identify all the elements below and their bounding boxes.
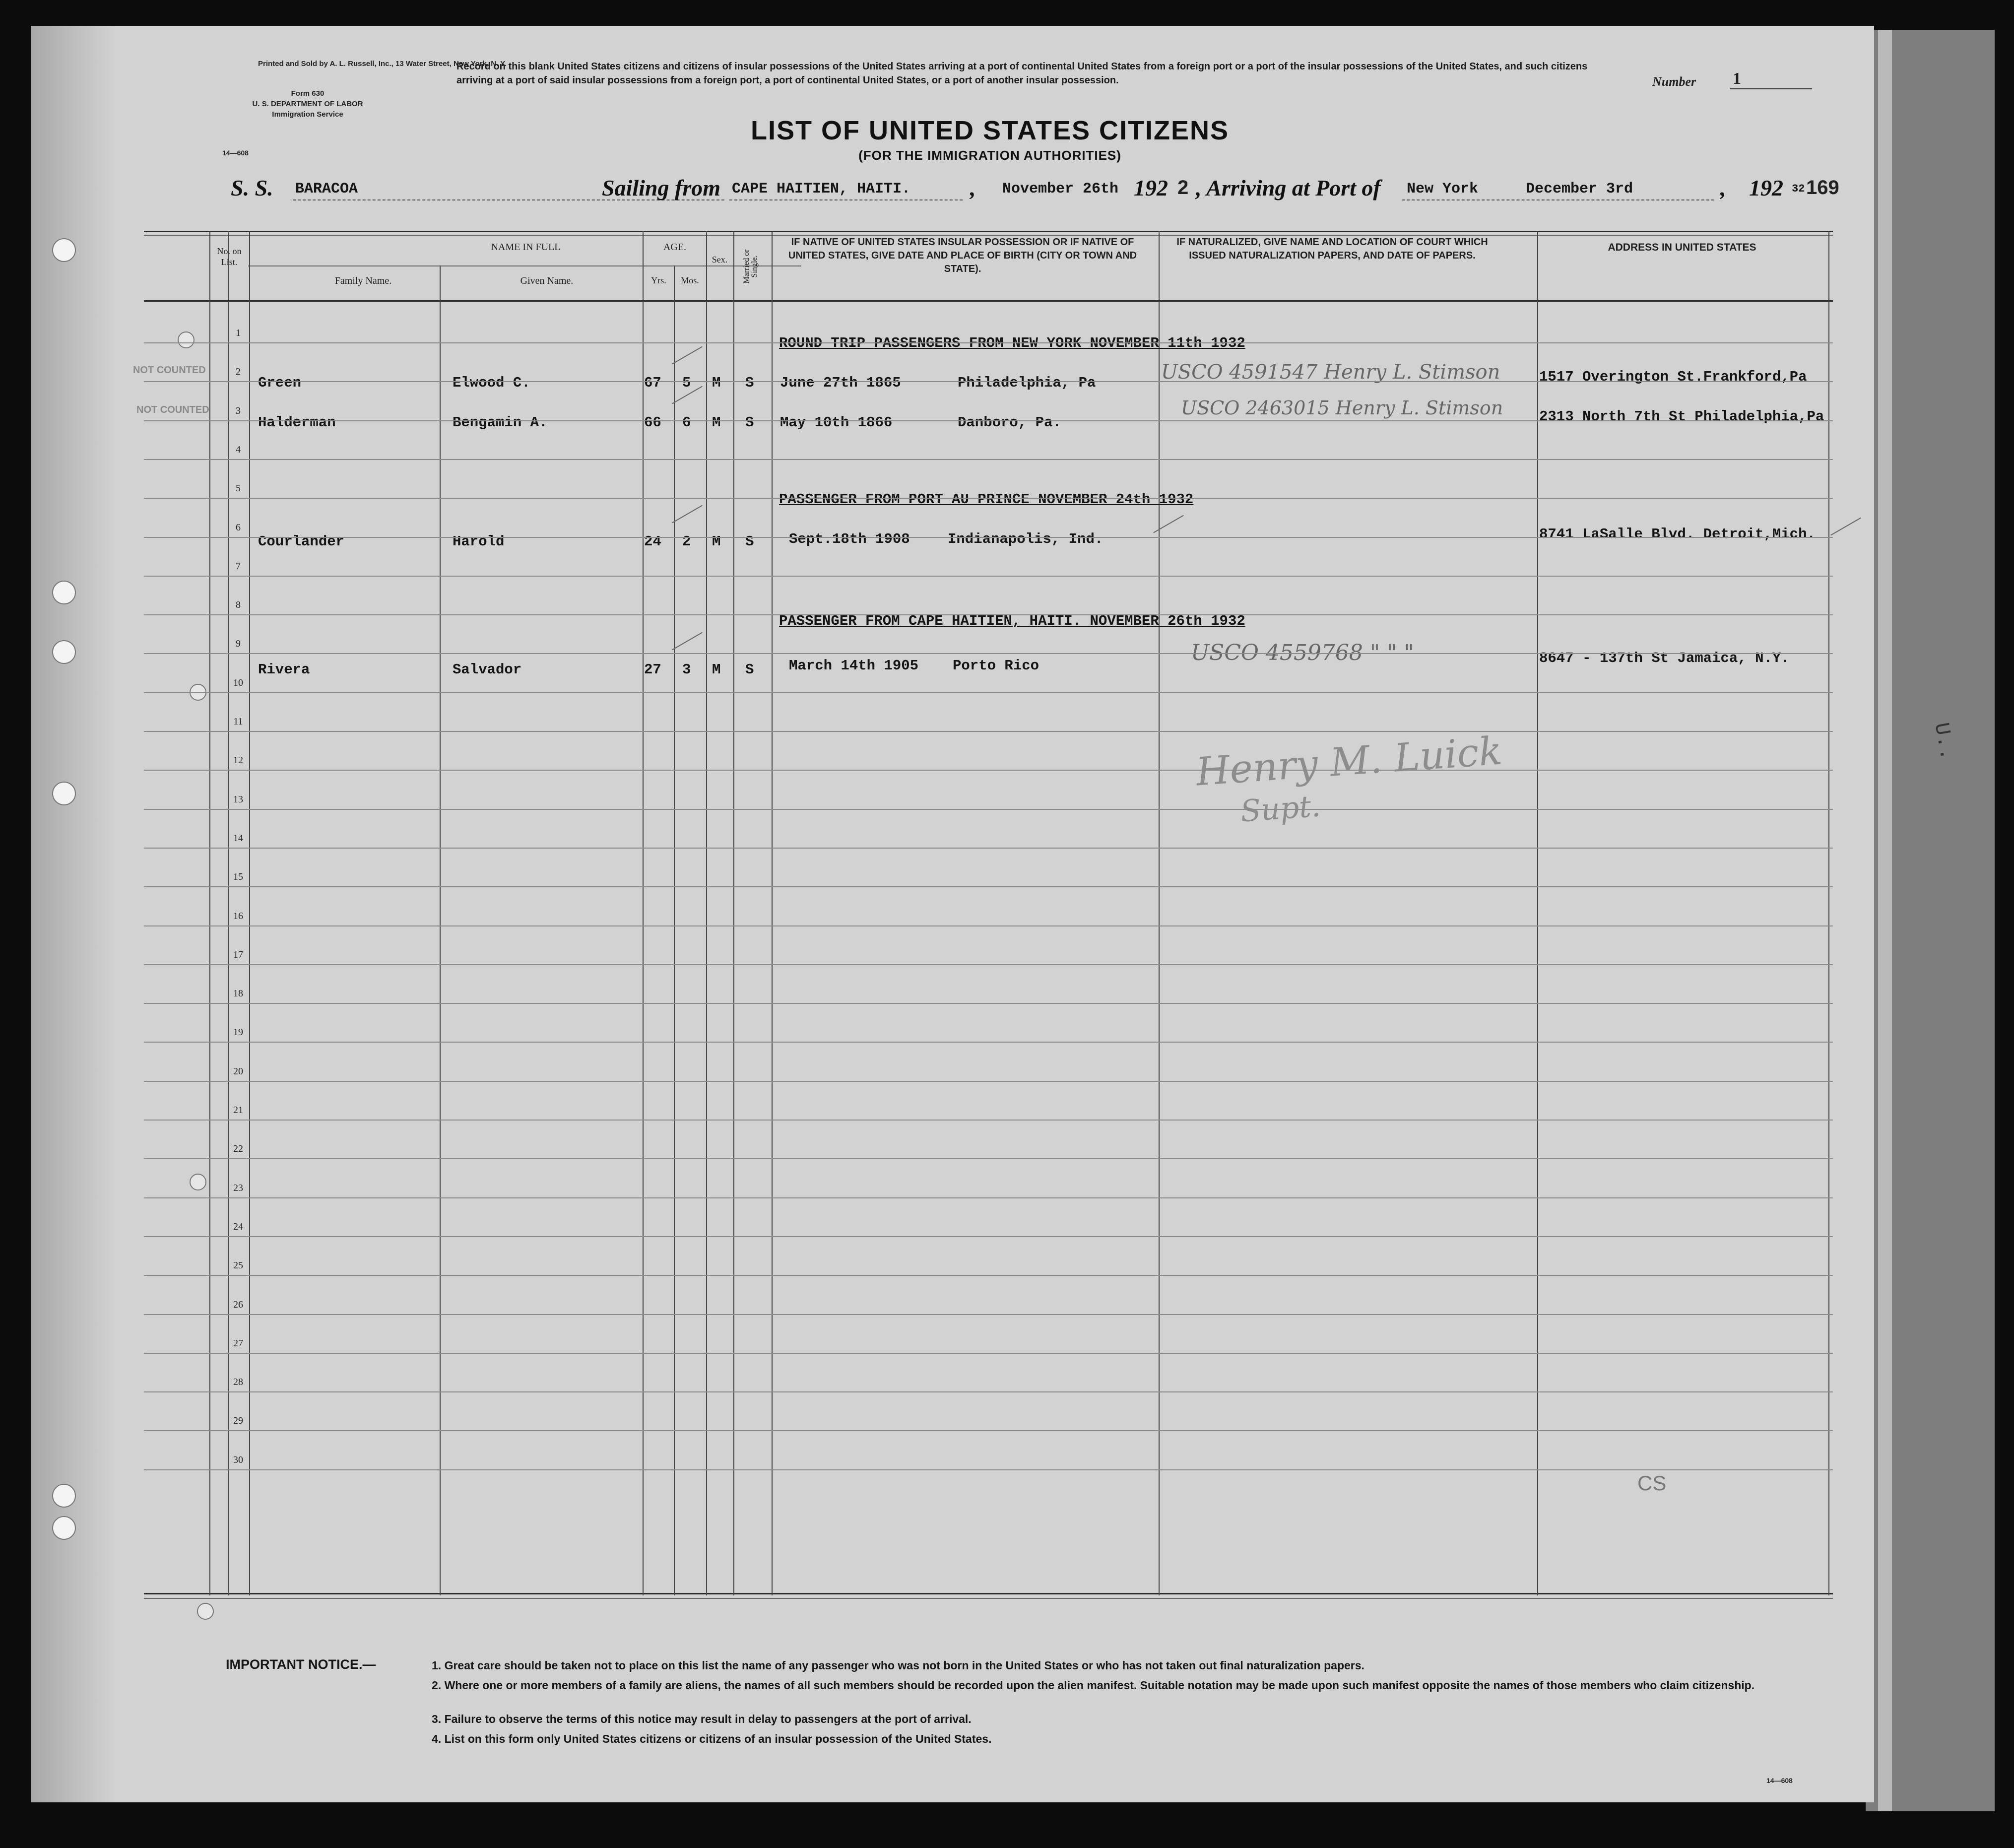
age-months: 6	[682, 414, 691, 431]
given-name: Bengamin A.	[453, 414, 548, 431]
birth-place: Porto Rico	[953, 658, 1039, 674]
birth-date: June 27th 1865	[780, 375, 901, 391]
row-line	[144, 1197, 1833, 1198]
row-number: 22	[233, 1143, 243, 1154]
printer-credit: Printed and Sold by A. L. Russell, Inc., 13 Water Street, New York, N. Y.	[258, 60, 507, 68]
row-line	[144, 1003, 1833, 1004]
page-number: 169	[1806, 177, 1839, 198]
birth-place: Philadelphia, Pa	[958, 375, 1096, 391]
family-name: Rivera	[258, 661, 310, 678]
punch-hole	[197, 1603, 214, 1620]
age-years: 67	[644, 375, 661, 391]
page-edge	[1878, 30, 1892, 1811]
form-identification	[203, 88, 412, 120]
number-label: Number	[1652, 74, 1696, 89]
sex: M	[712, 661, 721, 678]
row-line	[144, 770, 1833, 771]
row-line	[144, 1236, 1833, 1237]
address: 1517 Overington St.Frankford,Pa	[1539, 369, 1807, 385]
row-line	[144, 1430, 1833, 1431]
row-line	[144, 886, 1833, 887]
check-mark	[1153, 515, 1184, 533]
given-name: Harold	[453, 533, 505, 550]
given-name: Elwood C.	[453, 375, 530, 391]
row-number: 8	[236, 599, 241, 610]
arrival-year: 192	[1749, 175, 1783, 200]
margin-stamp: NOT COUNTED	[136, 404, 209, 415]
record-instructions: Record on this blank United States citizens and citizens of insular possessions of the United States arriving at a port of continental United States from a foreign port or a port of the insular possessions of the United States, and such citizens arriving at a port of said insular possessions from a foreign port, a port of continental United States, or a port of another insular possession.	[456, 61, 1588, 86]
edge-mark: U..	[1929, 721, 1959, 762]
arrival-port: New York	[1407, 181, 1479, 198]
sailing-label: Sailing from	[602, 175, 721, 200]
address: 8647 - 137th St Jamaica, N.Y.	[1539, 650, 1790, 666]
row-number: 21	[233, 1105, 243, 1116]
department-name: U. S. DEPARTMENT OF LABOR	[252, 100, 363, 108]
address: 8741 LaSalle Blvd. Detroit,Mich.	[1539, 526, 1816, 542]
row-number: 5	[236, 483, 241, 494]
notice-item: 2. Where one or more members of a family are aliens, the names of all such members should be recorded upon the alien manifest. Suitable notation may be made upon such manifest opposite the names of those members who claim citizenship.	[432, 1679, 1755, 1692]
punch-hole	[52, 782, 76, 805]
row-number: 25	[233, 1260, 243, 1271]
row-line	[144, 1391, 1833, 1392]
row-number: 9	[236, 638, 241, 649]
row-number: 4	[236, 444, 241, 455]
row-line	[144, 342, 1833, 343]
service-name: Immigration Service	[272, 110, 343, 119]
check-mark	[672, 632, 703, 651]
arrival-date: December 3rd	[1526, 181, 1633, 198]
col-married-single: Married or Single.	[742, 249, 759, 284]
official-title: Supt.	[1239, 789, 1322, 829]
row-number: 3	[236, 405, 241, 416]
row-line	[144, 537, 1833, 538]
marital-status: S	[745, 375, 754, 391]
sailing-port: CAPE HAITIEN, HAITI.	[732, 181, 911, 198]
row-number: 23	[233, 1183, 243, 1193]
birth-date: May 10th 1866	[780, 414, 893, 431]
row-line	[144, 381, 1833, 382]
row-line	[144, 498, 1833, 499]
sex: M	[712, 375, 721, 391]
col-sex: Sex.	[712, 255, 728, 264]
footer-form-code: 14—608	[1766, 1777, 1793, 1784]
row-number: 24	[233, 1221, 243, 1232]
row-line	[144, 614, 1833, 615]
punch-hole	[52, 1484, 76, 1508]
col-age: AGE.	[663, 242, 687, 253]
row-line	[144, 1042, 1833, 1043]
row-number: 28	[233, 1377, 243, 1387]
address: 2313 North 7th St Philadelphia,Pa	[1539, 408, 1824, 425]
row-number: 17	[233, 949, 243, 960]
row-line	[144, 653, 1833, 654]
form-code: 14—608	[222, 149, 249, 157]
group-header: PASSENGER FROM CAPE HAITIEN, HAITI. NOVEMBER 26th 1932	[779, 613, 1245, 629]
punch-hole	[52, 238, 76, 262]
family-name: Green	[258, 375, 302, 391]
col-given-name: Given Name.	[520, 275, 574, 286]
col-mos: Mos.	[681, 275, 699, 285]
col-naturalized: IF NATURALIZED, GIVE NAME AND LOCATION OF COURT WHICH ISSUED NATURALIZATION PAPERS, AND DATE OF PAPERS.	[1176, 237, 1488, 261]
sheet-binding-shadow	[31, 26, 115, 1802]
birth-place: Indianapolis, Ind.	[948, 531, 1104, 547]
row-number: 10	[233, 677, 243, 688]
age-months: 5	[682, 375, 691, 391]
marital-status: S	[745, 533, 754, 550]
row-line	[144, 420, 1833, 421]
row-number: 2	[236, 366, 241, 377]
age-years: 66	[644, 414, 661, 431]
col-birth: IF NATIVE OF UNITED STATES INSULAR POSSESSION OR IF NATIVE OF UNITED STATES, GIVE DATE AND PLACE OF BIRTH (CITY OR TOWN AND STATE).	[788, 237, 1137, 274]
col-family-name: Family Name.	[334, 275, 392, 286]
group-header: PASSENGER FROM PORT AU PRINCE NOVEMBER 24th 1932	[779, 491, 1194, 508]
age-years: 27	[644, 661, 661, 678]
ship-name: BARACOA	[295, 181, 358, 198]
row-line	[144, 731, 1833, 732]
naturalization-note: USCO 4559768 " " "	[1191, 640, 1414, 665]
row-number: 12	[233, 755, 243, 766]
form-number: Form 630	[291, 89, 325, 98]
sex: M	[712, 533, 721, 550]
family-name: Halderman	[258, 414, 336, 431]
row-number: 13	[233, 794, 243, 805]
naturalization-note: USCO 2463015 Henry L. Stimson	[1181, 397, 1503, 419]
row-number: 14	[233, 833, 243, 844]
punch-hole	[52, 581, 76, 604]
notice-item: 3. Failure to observe the terms of this notice may result in delay to passengers at the port of arrival.	[432, 1713, 972, 1725]
col-address: ADDRESS IN UNITED STATES	[1608, 242, 1756, 253]
row-number: 19	[233, 1027, 243, 1038]
row-number: 29	[233, 1415, 243, 1426]
row-number: 16	[233, 911, 243, 922]
birth-date: March 14th 1905	[789, 658, 919, 674]
row-line	[144, 1081, 1833, 1082]
group-header: ROUND TRIP PASSENGERS FROM NEW YORK NOVEMBER 11th 1932	[779, 335, 1245, 351]
row-number: 30	[233, 1454, 243, 1465]
punch-hole	[52, 1516, 76, 1540]
passenger-table	[133, 231, 1833, 1595]
row-line	[144, 1469, 1833, 1470]
col-yrs: Yrs.	[651, 275, 666, 285]
row-line	[144, 459, 1833, 460]
sailing-date: November 26th	[1002, 181, 1119, 198]
row-line	[144, 848, 1833, 849]
birth-date: Sept.18th 1908	[789, 531, 910, 547]
row-line	[144, 925, 1833, 926]
notice-lead: IMPORTANT NOTICE.—	[226, 1657, 376, 1672]
row-number: 18	[233, 988, 243, 999]
given-name: Salvador	[453, 661, 522, 678]
row-number: 11	[233, 716, 243, 727]
sex: M	[712, 414, 721, 431]
row-line	[144, 809, 1833, 810]
family-name: Courlander	[258, 533, 345, 550]
row-number: 1	[236, 328, 241, 338]
row-line	[144, 1158, 1833, 1159]
voyage-line: S. S. BARACOA Sailing from CAPE HAITIEN, HAITI. , November 26th 192 2 , Arriving at Port of New York December 3rd , 192 32 169	[231, 175, 1839, 200]
row-line	[144, 576, 1833, 577]
col-no-on-list: No. on List.	[217, 246, 242, 267]
row-number: 20	[233, 1066, 243, 1077]
age-months: 3	[682, 661, 691, 678]
row-line	[144, 964, 1833, 965]
row-number: 7	[236, 561, 241, 572]
sailing-year: 192	[1134, 175, 1168, 200]
row-line	[144, 1120, 1833, 1121]
notice-item: 4. List on this form only United States citizens or citizens of an insular possession of the United States.	[432, 1732, 992, 1745]
row-line	[144, 692, 1833, 693]
row-line	[144, 1275, 1833, 1276]
col-name-in-full: NAME IN FULL	[491, 242, 561, 253]
page-title: LIST OF UNITED STATES CITIZENS	[751, 116, 1229, 145]
margin-stamp: NOT COUNTED	[133, 365, 206, 376]
arriving-label: , Arriving at Port of	[1196, 175, 1381, 200]
row-number: 15	[233, 871, 243, 882]
row-line	[144, 1353, 1833, 1354]
naturalization-note: USCO 4591547 Henry L. Stimson	[1161, 361, 1500, 384]
row-number: 26	[233, 1299, 243, 1310]
row-number: 6	[236, 522, 241, 533]
birth-place: Danboro, Pa.	[958, 414, 1061, 431]
age-years: 24	[644, 533, 661, 550]
punch-hole	[52, 640, 76, 664]
ss-label: S. S.	[231, 175, 273, 200]
row-number: 27	[233, 1338, 243, 1349]
notice-item: 1. Great care should be taken not to place on this list the name of any passenger who was not born in the United States or who has not taken out final naturalization papers.	[432, 1659, 1364, 1672]
marital-status: S	[745, 414, 754, 431]
age-months: 2	[682, 533, 691, 550]
official-signature: Henry M. Luick	[1194, 728, 1504, 795]
clerk-initials: CS	[1637, 1471, 1667, 1495]
check-mark	[672, 505, 703, 524]
marital-status: S	[745, 661, 754, 678]
page-subtitle: (FOR THE IMMIGRATION AUTHORITIES)	[858, 148, 1121, 163]
check-mark	[672, 346, 703, 365]
sailing-year-suffix: 2	[1177, 177, 1189, 198]
arrival-year-suffix: 32	[1792, 183, 1805, 195]
row-line	[144, 1314, 1833, 1315]
list-number: 1	[1730, 69, 1812, 89]
